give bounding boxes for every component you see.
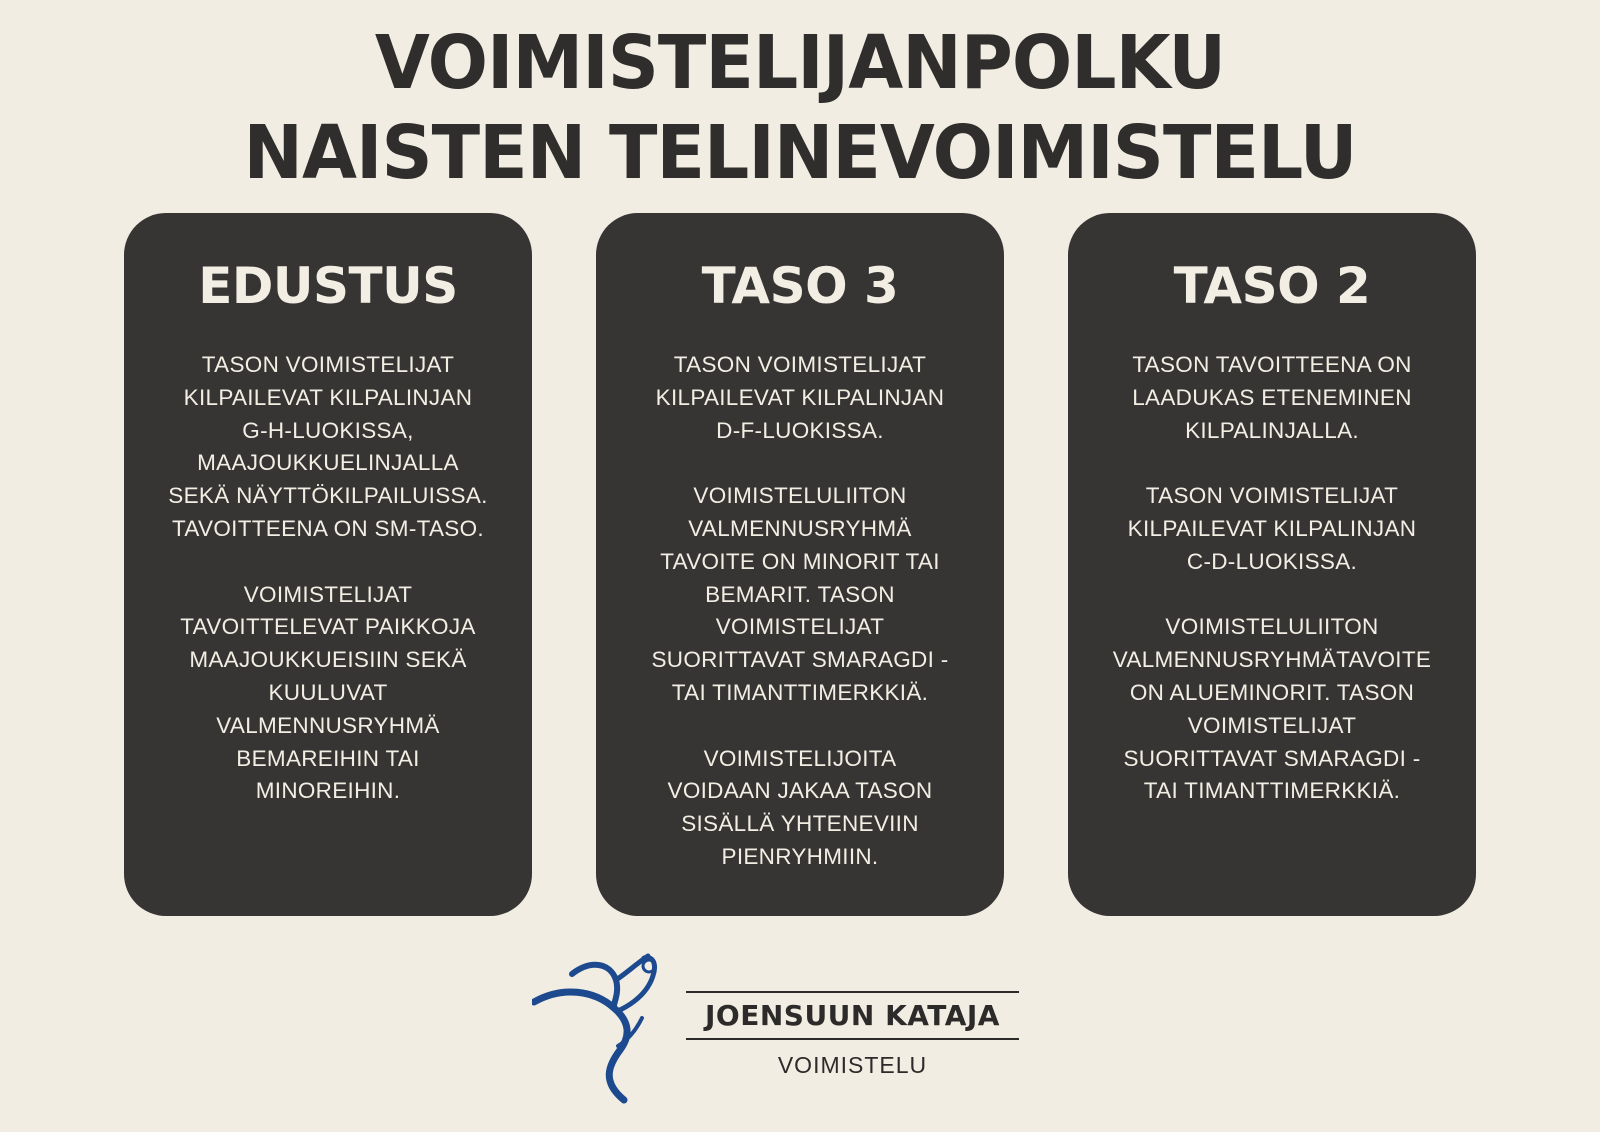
card-text-line: TAVOITTELEVAT PAIKKOJA <box>180 614 476 640</box>
card-body <box>1068 349 1476 808</box>
card-body <box>596 349 1004 874</box>
card-body <box>124 349 532 808</box>
card-text-line: KILPAILEVAT KILPALINJAN <box>655 384 945 410</box>
card-text-line: TASON VOIMISTELIJAT <box>1145 483 1399 509</box>
card-paragraph <box>136 349 520 546</box>
card-text-line: BEMAREIHIN TAI <box>236 745 420 771</box>
card-text-line: SISÄLLÄ YHTENEVIIN <box>681 811 919 837</box>
card-edustus <box>124 213 532 916</box>
card-text-line: VOIMISTELIJAT <box>715 614 885 640</box>
card-text-line: TAVOITE ON MINORIT TAI <box>660 548 940 574</box>
card-heading: TASO 2 <box>1173 257 1371 315</box>
card-taso-3 <box>596 213 1004 916</box>
card-text-line: ON ALUEMINORIT. TASON <box>1129 679 1415 705</box>
card-text-line: PIENRYHMIIN. <box>721 843 879 869</box>
card-paragraph <box>1080 349 1464 447</box>
card-text-line: D-F-LUOKISSA. <box>716 417 884 443</box>
card-text-line: MAAJOUKKUELINJALLA <box>197 450 459 476</box>
card-text-line: G-H-LUOKISSA, <box>242 417 414 443</box>
card-text-line: VOIDAAN JAKAA TASON <box>667 778 933 804</box>
card-taso-2 <box>1068 213 1476 916</box>
card-text-line: VOIMISTELIJOITA <box>703 745 897 771</box>
card-text-line: MAAJOUKKUEISIIN SEKÄ <box>189 647 467 673</box>
card-text-line: TASON VOIMISTELIJAT <box>673 352 927 377</box>
card-paragraph <box>608 349 992 447</box>
card-text-line: MINOREIHIN. <box>255 778 401 804</box>
card-text-line: VOIMISTELULIITON <box>1165 614 1379 640</box>
logo-divider-top <box>686 991 1019 993</box>
logo-name: JOENSUUN KATAJA <box>705 999 1000 1032</box>
card-text-line: VOIMISTELULIITON <box>693 483 907 509</box>
card-text-line: TAI TIMANTTIMERKKIÄ. <box>671 679 929 705</box>
card-text-line: KILPAILEVAT KILPALINJAN <box>1127 515 1417 541</box>
club-logo <box>532 950 1002 1110</box>
card-text-line: SEKÄ NÄYTTÖKILPAILUISSA. <box>168 483 488 509</box>
card-paragraph <box>1080 611 1464 808</box>
card-text-line: TAI TIMANTTIMERKKIÄ. <box>1143 778 1401 804</box>
card-text-line: KILPAILEVAT KILPALINJAN <box>183 384 473 410</box>
card-text-line: VALMENNUSRYHMÄ <box>216 712 440 738</box>
logo-divider-bottom <box>686 1038 1019 1040</box>
card-text-line: SUORITTAVAT SMARAGDI - <box>1123 745 1421 771</box>
card-text-line: VOIMISTELIJAT <box>1187 712 1357 738</box>
card-heading: EDUSTUS <box>198 257 458 315</box>
card-text-line: TASON TAVOITTEENA ON <box>1132 352 1412 377</box>
card-paragraph <box>1080 480 1464 578</box>
card-text-line: TAVOITTEENA ON SM-TASO. <box>172 515 484 541</box>
card-text-line: LAADUKAS ETENEMINEN <box>1132 384 1412 410</box>
card-text-line: KILPALINJALLA. <box>1185 417 1359 443</box>
card-paragraph <box>608 743 992 874</box>
logo-subtitle: VOIMISTELU <box>777 1052 928 1078</box>
title-line-1: VOIMISTELIJANPOLKU <box>374 20 1226 106</box>
page-title <box>32 18 1568 198</box>
card-text-line: VOIMISTELIJAT <box>243 581 413 607</box>
gymnast-figure-icon <box>532 950 667 1105</box>
card-text-line: SUORITTAVAT SMARAGDI - <box>651 647 949 673</box>
card-text-line: VALMENNUSRYHMÄ <box>688 515 912 541</box>
card-text-line: VALMENNUSRYHMÄTAVOITE <box>1112 647 1432 673</box>
card-heading: TASO 3 <box>701 257 899 315</box>
card-text-line: KUULUVAT <box>268 679 388 705</box>
card-text-line: TASON VOIMISTELIJAT <box>201 352 455 377</box>
card-paragraph <box>136 579 520 809</box>
card-paragraph <box>608 480 992 710</box>
card-text-line: C-D-LUOKISSA. <box>1186 548 1358 574</box>
title-line-2: NAISTEN TELINEVOIMISTELU <box>243 110 1357 196</box>
card-text-line: BEMARIT. TASON <box>705 581 895 607</box>
